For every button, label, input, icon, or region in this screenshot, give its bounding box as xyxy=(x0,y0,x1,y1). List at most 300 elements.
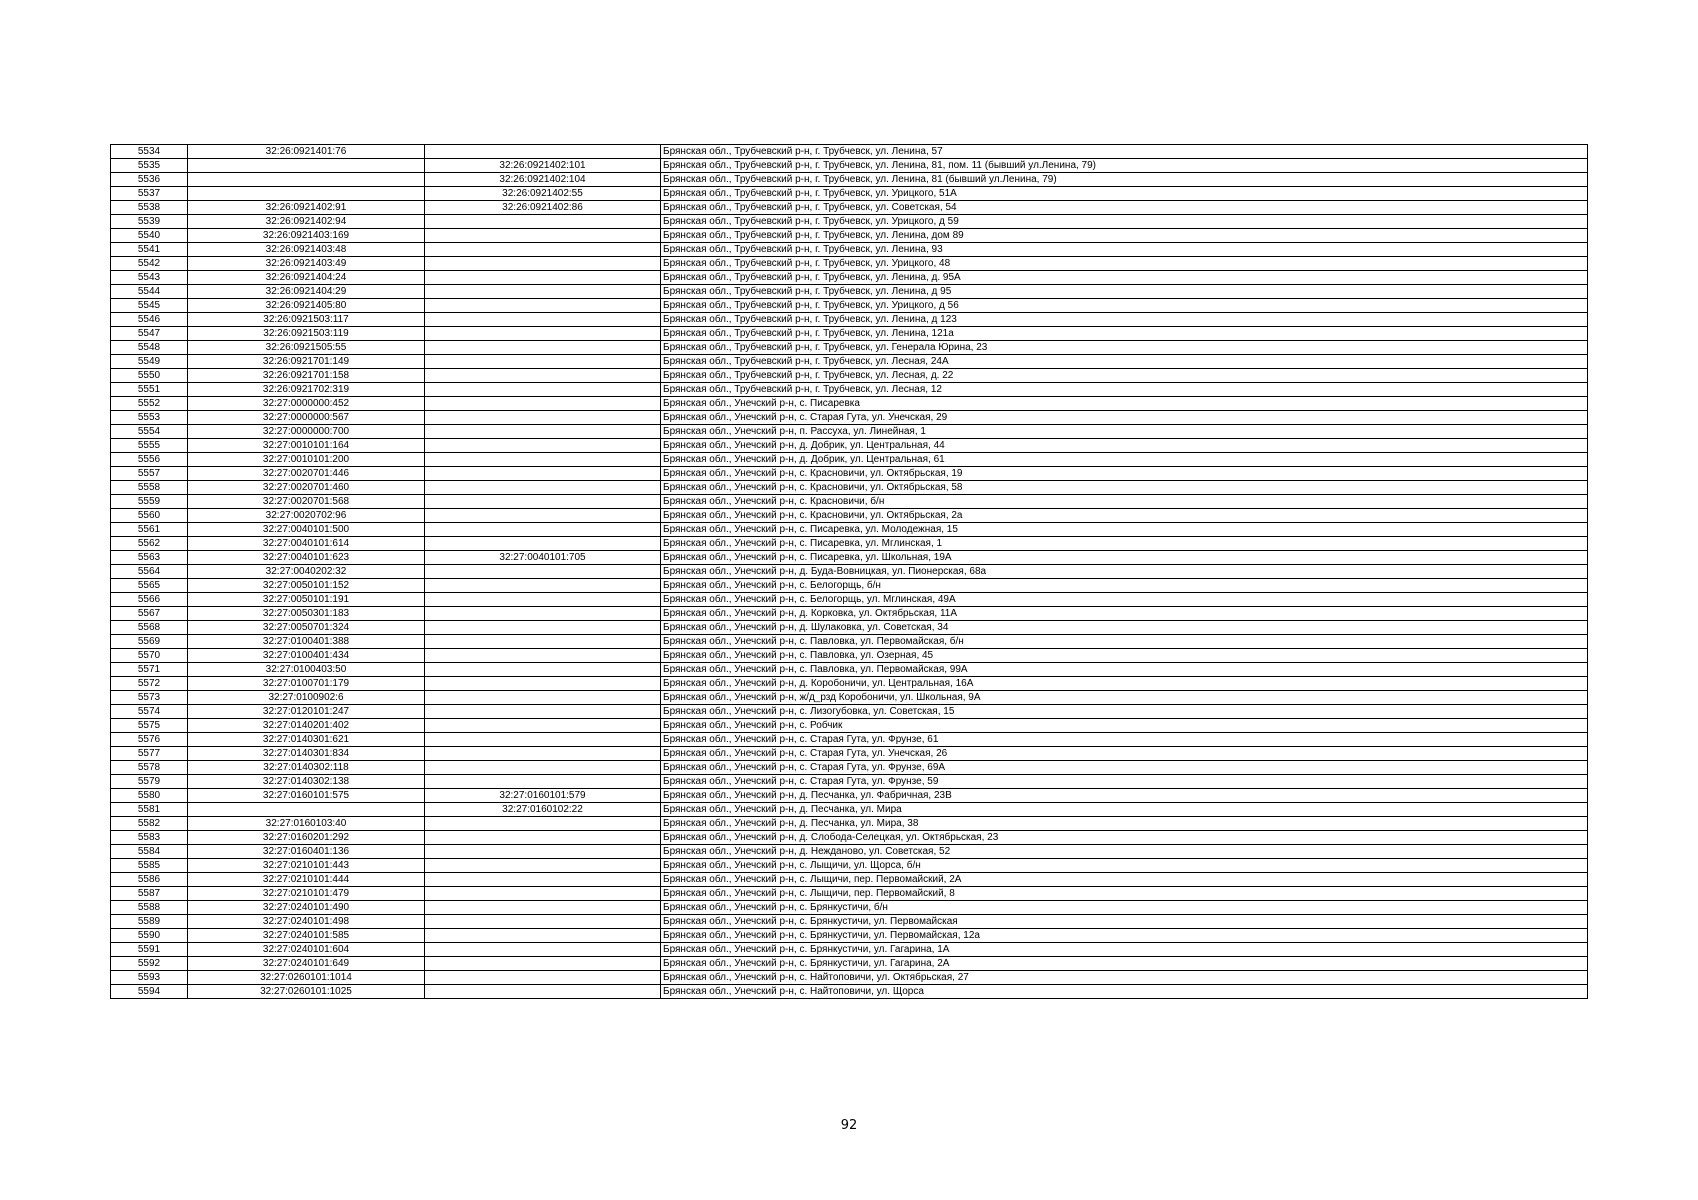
row-number-cell: 5568 xyxy=(111,621,188,635)
row-number-cell: 5591 xyxy=(111,943,188,957)
table-row xyxy=(111,187,1588,201)
related-cadastral-number-cell xyxy=(425,621,661,635)
cadastral-number-cell: 32:27:0010101:164 xyxy=(188,439,425,453)
table-row xyxy=(111,453,1588,467)
cadastral-number-cell: 32:27:0100902:6 xyxy=(188,691,425,705)
address-cell: Брянская обл., Унечский р-н, с. Брянкустичи, ул. Первомайская xyxy=(661,915,1588,929)
row-number-cell: 5594 xyxy=(111,985,188,999)
address-cell: Брянская обл., Унечский р-н, с. Павловка, ул. Первомайская, 99А xyxy=(661,663,1588,677)
row-number-cell: 5578 xyxy=(111,761,188,775)
related-cadastral-number-cell: 32:26:0921402:104 xyxy=(425,173,661,187)
table-row xyxy=(111,201,1588,215)
related-cadastral-number-cell xyxy=(425,285,661,299)
address-cell: Брянская обл., Трубчевский р-н, г. Трубчевск, ул. Советская, 54 xyxy=(661,201,1588,215)
table-row xyxy=(111,257,1588,271)
related-cadastral-number-cell xyxy=(425,243,661,257)
cadastral-number-cell: 32:27:0210101:444 xyxy=(188,873,425,887)
cadastral-number-cell: 32:26:0921403:48 xyxy=(188,243,425,257)
address-cell: Брянская обл., Унечский р-н, д. Песчанка, ул. Мира, 38 xyxy=(661,817,1588,831)
table-row xyxy=(111,943,1588,957)
row-number-cell: 5565 xyxy=(111,579,188,593)
row-number-cell: 5559 xyxy=(111,495,188,509)
address-cell: Брянская обл., Унечский р-н, с. Робчик xyxy=(661,719,1588,733)
related-cadastral-number-cell xyxy=(425,537,661,551)
row-number-cell: 5582 xyxy=(111,817,188,831)
related-cadastral-number-cell xyxy=(425,649,661,663)
related-cadastral-number-cell xyxy=(425,229,661,243)
row-number-cell: 5554 xyxy=(111,425,188,439)
address-cell: Брянская обл., Унечский р-н, с. Писаревка, ул. Молодежная, 15 xyxy=(661,523,1588,537)
table-row xyxy=(111,621,1588,635)
page-number: 92 xyxy=(840,1118,858,1133)
cadastral-number-cell: 32:27:0240101:498 xyxy=(188,915,425,929)
cadastral-number-cell: 32:26:0921404:29 xyxy=(188,285,425,299)
related-cadastral-number-cell xyxy=(425,523,661,537)
related-cadastral-number-cell xyxy=(425,425,661,439)
row-number-cell: 5566 xyxy=(111,593,188,607)
address-cell: Брянская обл., Унечский р-н, с. Найтоповичи, ул. Щорса xyxy=(661,985,1588,999)
cadastral-number-cell xyxy=(188,803,425,817)
address-cell: Брянская обл., Унечский р-н, с. Брянкустичи, ул. Первомайская, 12а xyxy=(661,929,1588,943)
row-number-cell: 5584 xyxy=(111,845,188,859)
address-cell: Брянская обл., Трубчевский р-н, г. Трубчевск, ул. Ленина, д 95 xyxy=(661,285,1588,299)
cadastral-number-cell: 32:27:0000000:567 xyxy=(188,411,425,425)
table-row xyxy=(111,579,1588,593)
cadastral-number-cell: 32:27:0210101:443 xyxy=(188,859,425,873)
table-row xyxy=(111,327,1588,341)
row-number-cell: 5539 xyxy=(111,215,188,229)
address-cell: Брянская обл., Трубчевский р-н, г. Трубчевск, ул. Ленина, 81, пом. 11 (бывший ул.Ленина, 79) xyxy=(661,159,1588,173)
row-number-cell: 5587 xyxy=(111,887,188,901)
cadastral-number-cell xyxy=(188,173,425,187)
cadastral-number-cell: 32:27:0010101:200 xyxy=(188,453,425,467)
table-row xyxy=(111,411,1588,425)
address-cell: Брянская обл., Трубчевский р-н, г. Трубчевск, ул. Лесная, 12 xyxy=(661,383,1588,397)
address-cell: Брянская обл., Трубчевский р-н, г. Трубчевск, ул. Урицкого, д 59 xyxy=(661,215,1588,229)
related-cadastral-number-cell xyxy=(425,887,661,901)
cadastral-number-cell: 32:27:0050101:152 xyxy=(188,579,425,593)
related-cadastral-number-cell xyxy=(425,579,661,593)
cadastral-number-cell: 32:27:0020701:568 xyxy=(188,495,425,509)
table-row xyxy=(111,425,1588,439)
related-cadastral-number-cell xyxy=(425,817,661,831)
cadastral-number-cell: 32:26:0921405:80 xyxy=(188,299,425,313)
row-number-cell: 5577 xyxy=(111,747,188,761)
address-cell: Брянская обл., Унечский р-н, с. Найтоповичи, ул. Октябрьская, 27 xyxy=(661,971,1588,985)
row-number-cell: 5574 xyxy=(111,705,188,719)
table-row xyxy=(111,355,1588,369)
table-row xyxy=(111,859,1588,873)
table-row xyxy=(111,299,1588,313)
cadastral-number-cell xyxy=(188,187,425,201)
address-cell: Брянская обл., Унечский р-н, с. Красновичи, ул. Октябрьская, 19 xyxy=(661,467,1588,481)
row-number-cell: 5564 xyxy=(111,565,188,579)
related-cadastral-number-cell xyxy=(425,467,661,481)
row-number-cell: 5541 xyxy=(111,243,188,257)
cadastral-number-cell: 32:27:0020702:96 xyxy=(188,509,425,523)
row-number-cell: 5545 xyxy=(111,299,188,313)
related-cadastral-number-cell xyxy=(425,691,661,705)
table-row xyxy=(111,215,1588,229)
address-cell: Брянская обл., Унечский р-н, д. Шулаковка, ул. Советская, 34 xyxy=(661,621,1588,635)
address-cell: Брянская обл., Унечский р-н, д. Нежданово, ул. Советская, 52 xyxy=(661,845,1588,859)
related-cadastral-number-cell xyxy=(425,719,661,733)
cadastral-number-cell: 32:27:0020701:460 xyxy=(188,481,425,495)
address-cell: Брянская обл., Унечский р-н, с. Лизогубовка, ул. Советская, 15 xyxy=(661,705,1588,719)
address-cell: Брянская обл., Унечский р-н, с. Красновичи, ул. Октябрьская, 2а xyxy=(661,509,1588,523)
related-cadastral-number-cell xyxy=(425,383,661,397)
row-number-cell: 5573 xyxy=(111,691,188,705)
address-cell: Брянская обл., Унечский р-н, д. Песчанка, ул. Фабричная, 23В xyxy=(661,789,1588,803)
cadastral-number-cell: 32:27:0260101:1025 xyxy=(188,985,425,999)
address-cell: Брянская обл., Унечский р-н, д. Добрик, ул. Центральная, 44 xyxy=(661,439,1588,453)
row-number-cell: 5538 xyxy=(111,201,188,215)
cadastral-number-cell: 32:26:0921505:55 xyxy=(188,341,425,355)
address-cell: Брянская обл., Унечский р-н, с. Павловка, ул. Первомайская, б/н xyxy=(661,635,1588,649)
row-number-cell: 5579 xyxy=(111,775,188,789)
table-row xyxy=(111,383,1588,397)
table-row xyxy=(111,285,1588,299)
table-row xyxy=(111,271,1588,285)
cadastral-number-cell: 32:26:0921702:319 xyxy=(188,383,425,397)
address-cell: Брянская обл., Трубчевский р-н, г. Трубчевск, ул. Ленина, 81 (бывший ул.Ленина, 79) xyxy=(661,173,1588,187)
related-cadastral-number-cell xyxy=(425,355,661,369)
table-row xyxy=(111,635,1588,649)
table-row xyxy=(111,719,1588,733)
related-cadastral-number-cell xyxy=(425,915,661,929)
cadastral-number-cell: 32:27:0240101:585 xyxy=(188,929,425,943)
related-cadastral-number-cell xyxy=(425,495,661,509)
cadastral-number-cell: 32:27:0000000:452 xyxy=(188,397,425,411)
cadastral-number-cell: 32:27:0160103:40 xyxy=(188,817,425,831)
address-cell: Брянская обл., Трубчевский р-н, г. Трубчевск, ул. Ленина, дом 89 xyxy=(661,229,1588,243)
related-cadastral-number-cell xyxy=(425,635,661,649)
cadastral-number-cell: 32:27:0140301:834 xyxy=(188,747,425,761)
related-cadastral-number-cell xyxy=(425,215,661,229)
related-cadastral-number-cell xyxy=(425,369,661,383)
cadastral-number-cell: 32:26:0921503:117 xyxy=(188,313,425,327)
row-number-cell: 5589 xyxy=(111,915,188,929)
row-number-cell: 5561 xyxy=(111,523,188,537)
address-cell: Брянская обл., Унечский р-н, д. Песчанка, ул. Мира xyxy=(661,803,1588,817)
row-number-cell: 5553 xyxy=(111,411,188,425)
table-row xyxy=(111,915,1588,929)
related-cadastral-number-cell: 32:27:0160102:22 xyxy=(425,803,661,817)
address-cell: Брянская обл., Унечский р-н, д. Слобода-Селецкая, ул. Октябрьская, 23 xyxy=(661,831,1588,845)
table-row xyxy=(111,159,1588,173)
address-cell: Брянская обл., Трубчевский р-н, г. Трубчевск, ул. Лесная, 24А xyxy=(661,355,1588,369)
table-row xyxy=(111,341,1588,355)
table-row xyxy=(111,663,1588,677)
row-number-cell: 5543 xyxy=(111,271,188,285)
table-row xyxy=(111,607,1588,621)
row-number-cell: 5567 xyxy=(111,607,188,621)
table-row xyxy=(111,831,1588,845)
related-cadastral-number-cell: 32:27:0160101:579 xyxy=(425,789,661,803)
address-cell: Брянская обл., Трубчевский р-н, г. Трубчевск, ул. Лесная, д. 22 xyxy=(661,369,1588,383)
row-number-cell: 5569 xyxy=(111,635,188,649)
cadastral-number-cell: 32:26:0921402:91 xyxy=(188,201,425,215)
related-cadastral-number-cell: 32:27:0040101:705 xyxy=(425,551,661,565)
address-cell: Брянская обл., Унечский р-н, с. Старая Гута, ул. Фрунзе, 69А xyxy=(661,761,1588,775)
data-table xyxy=(110,144,1588,999)
address-cell: Брянская обл., Унечский р-н, с. Красновичи, ул. Октябрьская, 58 xyxy=(661,481,1588,495)
cadastral-number-cell: 32:27:0210101:479 xyxy=(188,887,425,901)
table-row xyxy=(111,593,1588,607)
row-number-cell: 5562 xyxy=(111,537,188,551)
cadastral-number-cell: 32:27:0160401:136 xyxy=(188,845,425,859)
table-row xyxy=(111,929,1588,943)
table-row xyxy=(111,971,1588,985)
table-row xyxy=(111,887,1588,901)
row-number-cell: 5550 xyxy=(111,369,188,383)
row-number-cell: 5547 xyxy=(111,327,188,341)
table-row xyxy=(111,145,1588,159)
address-cell: Брянская обл., Унечский р-н, с. Старая Гута, ул. Фрунзе, 59 xyxy=(661,775,1588,789)
row-number-cell: 5563 xyxy=(111,551,188,565)
related-cadastral-number-cell xyxy=(425,439,661,453)
table-row xyxy=(111,439,1588,453)
table-row xyxy=(111,523,1588,537)
address-cell: Брянская обл., Унечский р-н, д. Буда-Вовницкая, ул. Пионерская, 68а xyxy=(661,565,1588,579)
address-cell: Брянская обл., Унечский р-н, с. Брянкустичи, ул. Гагарина, 1А xyxy=(661,943,1588,957)
row-number-cell: 5575 xyxy=(111,719,188,733)
row-number-cell: 5557 xyxy=(111,467,188,481)
row-number-cell: 5571 xyxy=(111,663,188,677)
row-number-cell: 5535 xyxy=(111,159,188,173)
row-number-cell: 5588 xyxy=(111,901,188,915)
row-number-cell: 5556 xyxy=(111,453,188,467)
related-cadastral-number-cell xyxy=(425,971,661,985)
cadastral-number-cell: 32:27:0050101:191 xyxy=(188,593,425,607)
table-row xyxy=(111,775,1588,789)
table-row xyxy=(111,565,1588,579)
cadastral-number-cell: 32:27:0000000:700 xyxy=(188,425,425,439)
cadastral-number-cell: 32:27:0040101:614 xyxy=(188,537,425,551)
address-cell: Брянская обл., Трубчевский р-н, г. Трубчевск, ул. Урицкого, 51А xyxy=(661,187,1588,201)
table-row xyxy=(111,691,1588,705)
related-cadastral-number-cell xyxy=(425,481,661,495)
row-number-cell: 5540 xyxy=(111,229,188,243)
table-row xyxy=(111,789,1588,803)
row-number-cell: 5593 xyxy=(111,971,188,985)
table-body xyxy=(111,145,1588,999)
table-row xyxy=(111,873,1588,887)
table-row xyxy=(111,901,1588,915)
address-cell: Брянская обл., Трубчевский р-н, г. Трубчевск, ул. Генерала Юрина, 23 xyxy=(661,341,1588,355)
table-row xyxy=(111,957,1588,971)
cadastral-number-cell: 32:26:0921701:149 xyxy=(188,355,425,369)
table-row xyxy=(111,495,1588,509)
related-cadastral-number-cell xyxy=(425,985,661,999)
table-row xyxy=(111,537,1588,551)
related-cadastral-number-cell xyxy=(425,313,661,327)
related-cadastral-number-cell: 32:26:0921402:86 xyxy=(425,201,661,215)
row-number-cell: 5592 xyxy=(111,957,188,971)
row-number-cell: 5555 xyxy=(111,439,188,453)
cadastral-number-cell: 32:27:0160201:292 xyxy=(188,831,425,845)
row-number-cell: 5576 xyxy=(111,733,188,747)
row-number-cell: 5580 xyxy=(111,789,188,803)
address-cell: Брянская обл., Унечский р-н, с. Лыщичи, пер. Первомайский, 8 xyxy=(661,887,1588,901)
cadastral-number-cell: 32:27:0020701:446 xyxy=(188,467,425,481)
cadastral-number-cell: 32:27:0140301:621 xyxy=(188,733,425,747)
cadastral-number-cell: 32:27:0120101:247 xyxy=(188,705,425,719)
related-cadastral-number-cell xyxy=(425,901,661,915)
related-cadastral-number-cell xyxy=(425,831,661,845)
address-cell: Брянская обл., Унечский р-н, с. Красновичи, б/н xyxy=(661,495,1588,509)
address-cell: Брянская обл., Унечский р-н, с. Старая Гута, ул. Унечская, 29 xyxy=(661,411,1588,425)
address-cell: Брянская обл., Унечский р-н, п. Рассуха, ул. Линейная, 1 xyxy=(661,425,1588,439)
table-row xyxy=(111,313,1588,327)
address-cell: Брянская обл., Унечский р-н, с. Лыщичи, пер. Первомайский, 2А xyxy=(661,873,1588,887)
address-cell: Брянская обл., Унечский р-н, д. Коробоничи, ул. Центральная, 16А xyxy=(661,677,1588,691)
address-cell: Брянская обл., Унечский р-н, с. Старая Гута, ул. Фрунзе, 61 xyxy=(661,733,1588,747)
table-row xyxy=(111,747,1588,761)
cadastral-number-cell: 32:27:0160101:575 xyxy=(188,789,425,803)
related-cadastral-number-cell xyxy=(425,327,661,341)
related-cadastral-number-cell xyxy=(425,747,661,761)
cadastral-number-cell: 32:27:0040101:623 xyxy=(188,551,425,565)
table-row xyxy=(111,803,1588,817)
address-cell: Брянская обл., Унечский р-н, ж/д_рзд Коробоничи, ул. Школьная, 9А xyxy=(661,691,1588,705)
row-number-cell: 5537 xyxy=(111,187,188,201)
cadastral-number-cell: 32:26:0921503:119 xyxy=(188,327,425,341)
row-number-cell: 5585 xyxy=(111,859,188,873)
address-cell: Брянская обл., Унечский р-н, с. Белогорщь, б/н xyxy=(661,579,1588,593)
related-cadastral-number-cell xyxy=(425,705,661,719)
address-cell: Брянская обл., Трубчевский р-н, г. Трубчевск, ул. Урицкого, д 56 xyxy=(661,299,1588,313)
related-cadastral-number-cell xyxy=(425,509,661,523)
row-number-cell: 5590 xyxy=(111,929,188,943)
address-cell: Брянская обл., Унечский р-н, с. Белогорщь, ул. Мглинская, 49А xyxy=(661,593,1588,607)
related-cadastral-number-cell xyxy=(425,299,661,313)
row-number-cell: 5586 xyxy=(111,873,188,887)
cadastral-number-cell: 32:27:0100401:434 xyxy=(188,649,425,663)
related-cadastral-number-cell xyxy=(425,453,661,467)
row-number-cell: 5548 xyxy=(111,341,188,355)
address-cell: Брянская обл., Унечский р-н, с. Старая Гута, ул. Унечская, 26 xyxy=(661,747,1588,761)
cadastral-number-cell: 32:27:0260101:1014 xyxy=(188,971,425,985)
related-cadastral-number-cell: 32:26:0921402:101 xyxy=(425,159,661,173)
related-cadastral-number-cell xyxy=(425,845,661,859)
related-cadastral-number-cell xyxy=(425,873,661,887)
row-number-cell: 5583 xyxy=(111,831,188,845)
table-row xyxy=(111,509,1588,523)
address-cell: Брянская обл., Трубчевский р-н, г. Трубчевск, ул. Урицкого, 48 xyxy=(661,257,1588,271)
cadastral-number-cell: 32:26:0921402:94 xyxy=(188,215,425,229)
table-row xyxy=(111,817,1588,831)
address-cell: Брянская обл., Унечский р-н, с. Писаревка, ул. Мглинская, 1 xyxy=(661,537,1588,551)
row-number-cell: 5544 xyxy=(111,285,188,299)
table-row xyxy=(111,733,1588,747)
related-cadastral-number-cell xyxy=(425,271,661,285)
cadastral-number-cell: 32:27:0050301:183 xyxy=(188,607,425,621)
row-number-cell: 5549 xyxy=(111,355,188,369)
address-cell: Брянская обл., Трубчевский р-н, г. Трубчевск, ул. Ленина, д. 95А xyxy=(661,271,1588,285)
related-cadastral-number-cell xyxy=(425,565,661,579)
address-cell: Брянская обл., Унечский р-н, с. Писаревка, ул. Школьная, 19А xyxy=(661,551,1588,565)
cadastral-number-cell: 32:27:0240101:649 xyxy=(188,957,425,971)
cadastral-number-cell: 32:27:0100701:179 xyxy=(188,677,425,691)
cadastral-number-cell: 32:27:0240101:490 xyxy=(188,901,425,915)
table-row xyxy=(111,369,1588,383)
related-cadastral-number-cell xyxy=(425,775,661,789)
table-row xyxy=(111,481,1588,495)
address-cell: Брянская обл., Унечский р-н, с. Лыщичи, ул. Щорса, б/н xyxy=(661,859,1588,873)
address-cell: Брянская обл., Унечский р-н, с. Брянкустичи, ул. Гагарина, 2А xyxy=(661,957,1588,971)
related-cadastral-number-cell xyxy=(425,593,661,607)
related-cadastral-number-cell xyxy=(425,677,661,691)
row-number-cell: 5542 xyxy=(111,257,188,271)
table-row xyxy=(111,985,1588,999)
row-number-cell: 5534 xyxy=(111,145,188,159)
address-cell: Брянская обл., Унечский р-н, д. Корковка, ул. Октябрьская, 11А xyxy=(661,607,1588,621)
address-cell: Брянская обл., Трубчевский р-н, г. Трубчевск, ул. Ленина, д 123 xyxy=(661,313,1588,327)
row-number-cell: 5570 xyxy=(111,649,188,663)
cadastral-number-cell: 32:27:0050701:324 xyxy=(188,621,425,635)
cadastral-number-cell: 32:27:0240101:604 xyxy=(188,943,425,957)
table-row xyxy=(111,649,1588,663)
cadastral-number-cell: 32:27:0040101:500 xyxy=(188,523,425,537)
related-cadastral-number-cell xyxy=(425,397,661,411)
row-number-cell: 5546 xyxy=(111,313,188,327)
address-cell: Брянская обл., Трубчевский р-н, г. Трубчевск, ул. Ленина, 93 xyxy=(661,243,1588,257)
table-row xyxy=(111,243,1588,257)
address-cell: Брянская обл., Унечский р-н, с. Павловка, ул. Озерная, 45 xyxy=(661,649,1588,663)
related-cadastral-number-cell xyxy=(425,607,661,621)
related-cadastral-number-cell xyxy=(425,761,661,775)
row-number-cell: 5536 xyxy=(111,173,188,187)
table-row xyxy=(111,467,1588,481)
cadastral-number-cell: 32:27:0140302:138 xyxy=(188,775,425,789)
row-number-cell: 5551 xyxy=(111,383,188,397)
cadastral-number-cell: 32:27:0100403:50 xyxy=(188,663,425,677)
related-cadastral-number-cell xyxy=(425,943,661,957)
related-cadastral-number-cell xyxy=(425,929,661,943)
related-cadastral-number-cell xyxy=(425,411,661,425)
cadastral-number-cell: 32:26:0921403:49 xyxy=(188,257,425,271)
row-number-cell: 5552 xyxy=(111,397,188,411)
related-cadastral-number-cell xyxy=(425,733,661,747)
related-cadastral-number-cell xyxy=(425,957,661,971)
cadastral-number-cell: 32:26:0921403:169 xyxy=(188,229,425,243)
related-cadastral-number-cell xyxy=(425,663,661,677)
related-cadastral-number-cell: 32:26:0921402:55 xyxy=(425,187,661,201)
cadastral-number-cell: 32:27:0140302:118 xyxy=(188,761,425,775)
related-cadastral-number-cell xyxy=(425,145,661,159)
table-row xyxy=(111,173,1588,187)
address-cell: Брянская обл., Унечский р-н, с. Писаревка xyxy=(661,397,1588,411)
address-cell: Брянская обл., Трубчевский р-н, г. Трубчевск, ул. Ленина, 121а xyxy=(661,327,1588,341)
related-cadastral-number-cell xyxy=(425,257,661,271)
row-number-cell: 5572 xyxy=(111,677,188,691)
row-number-cell: 5581 xyxy=(111,803,188,817)
row-number-cell: 5558 xyxy=(111,481,188,495)
table-row xyxy=(111,229,1588,243)
table-row xyxy=(111,845,1588,859)
table-row xyxy=(111,397,1588,411)
cadastral-number-cell: 32:27:0140201:402 xyxy=(188,719,425,733)
table-row xyxy=(111,761,1588,775)
cadastral-number-cell: 32:26:0921701:158 xyxy=(188,369,425,383)
table-row xyxy=(111,551,1588,565)
related-cadastral-number-cell xyxy=(425,341,661,355)
cadastral-number-cell: 32:27:0040202:32 xyxy=(188,565,425,579)
address-cell: Брянская обл., Унечский р-н, с. Брянкустичи, б/н xyxy=(661,901,1588,915)
cadastral-number-cell: 32:27:0100401:388 xyxy=(188,635,425,649)
cadastral-number-cell: 32:26:0921401:76 xyxy=(188,145,425,159)
